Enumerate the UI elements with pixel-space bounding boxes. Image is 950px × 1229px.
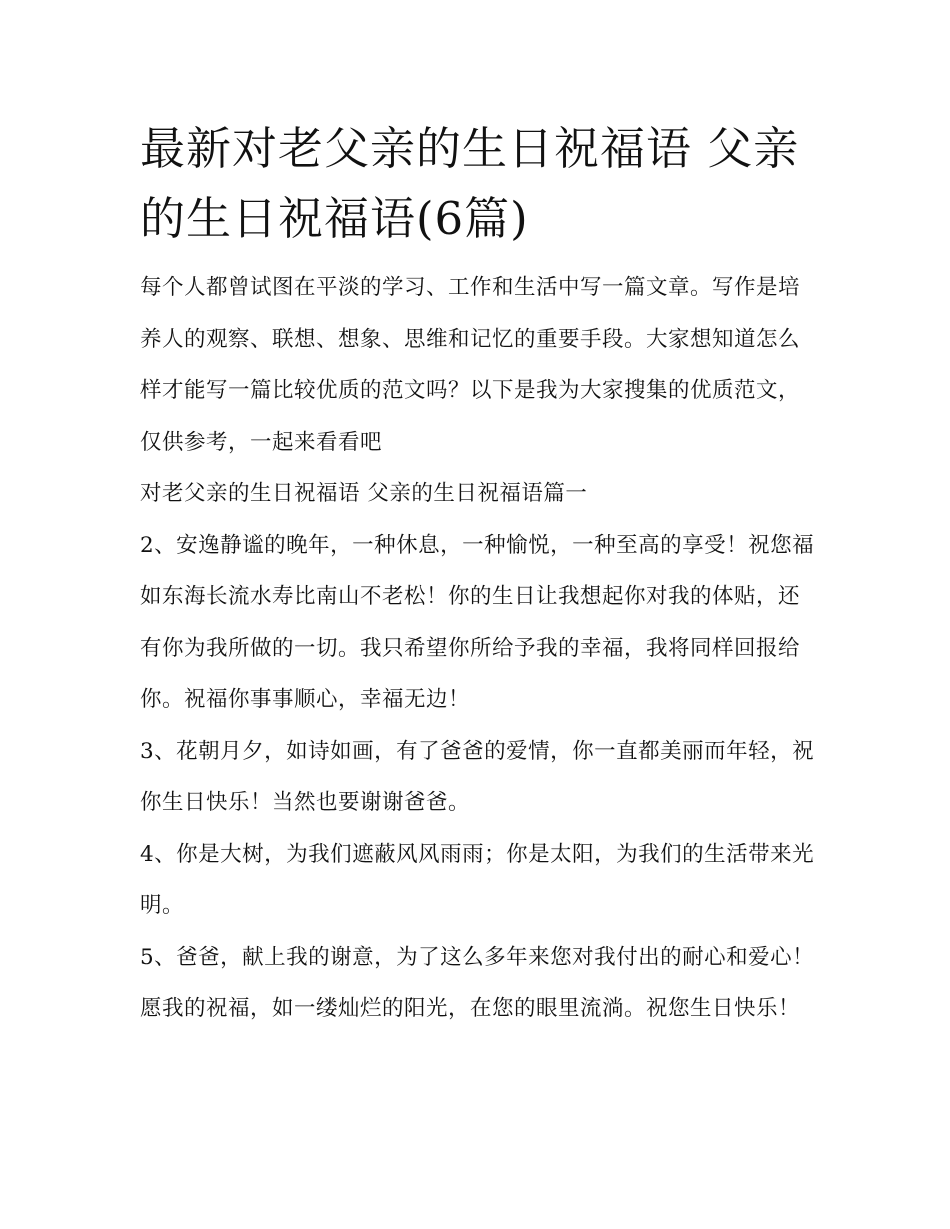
document-page: [140, 114, 815, 1035]
document-title: 最新对老父亲的生日祝福语 父亲的生日祝福语(6篇): [140, 122, 800, 245]
intro-paragraph: 每个人都曾试图在平淡的学习、工作和生活中写一篇文章。写作是培养人的观察、联想、想象、思维和记忆的重要手段。大家想知道怎么样才能写一篇比较优质的范文吗？以下是我为大家搜集的优质范文，仅供参考，一起来看看吧: [140, 275, 801, 455]
wish-paragraph-2: 2、安逸静谧的晚年，一种休息，一种愉悦，一种至高的享受！祝您福如东海长流水寿比南山不老松！你的生日让我想起你对我的体贴，还有你为我所做的一切。我只希望你所给予我的幸福，我将同样回报给你。祝福你事事顺心，幸福无边！: [140, 532, 815, 712]
section-heading: 对老父亲的生日祝福语 父亲的生日祝福语篇一: [140, 481, 588, 506]
wish-paragraph-4: 4、你是大树，为我们遮蔽风风雨雨；你是太阳，为我们的生活带来光明。: [140, 841, 815, 918]
wish-paragraph-5: 5、爸爸，献上我的谢意，为了这么多年来您对我付出的耐心和爱心！愿我的祝福，如一缕灿烂的阳光，在您的眼里流淌。祝您生日快乐！: [140, 944, 815, 1021]
wish-paragraph-3: 3、花朝月夕，如诗如画，有了爸爸的爱情，你一直都美丽而年轻，祝你生日快乐！当然也要谢谢爸爸。: [140, 738, 815, 815]
